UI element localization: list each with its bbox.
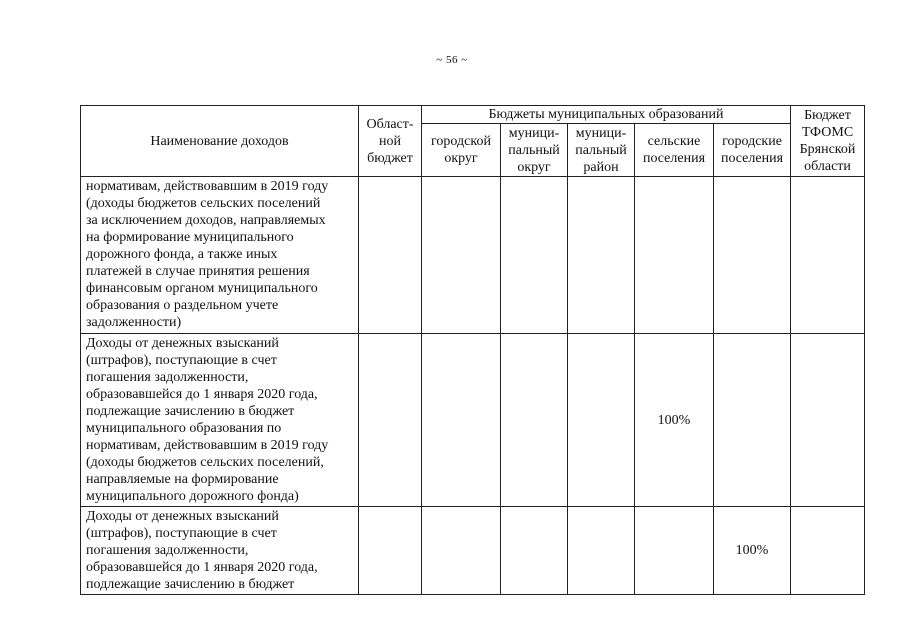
- header-revenue-name: Наименование доходов: [81, 106, 359, 177]
- municipal-area-value-cell: [568, 334, 635, 507]
- urban-value-cell: 100%: [714, 507, 791, 595]
- urban-value-cell: [714, 334, 791, 507]
- rural-value-cell: [635, 177, 714, 334]
- revenue-name-cell: Доходы от денежных взысканий (штрафов), поступающие в счет погашения задолженности, образовавшейся до 1 января 2020 года, подлежащие зачислению в бюджет: [81, 507, 359, 595]
- city-district-value-cell: [422, 507, 501, 595]
- header-regional-budget: Област- ной бюджет: [359, 106, 422, 177]
- revenue-name-cell: нормативам, действовавшим в 2019 году (доходы бюджетов сельских поселений за исключением доходов, направляемых на формирование муниципального дорожного фонда, а также иных платежей в случае принятия решения финансовым органом муниципального образования о раздельном учете задолженности): [81, 177, 359, 334]
- header-tfoms-budget: Бюджет ТФОМС Брянской области: [791, 106, 865, 177]
- header-municipal-district: муници- пальный округ: [501, 124, 568, 177]
- tfoms-value-cell: [791, 334, 865, 507]
- municipal-district-value-cell: [501, 334, 568, 507]
- rural-value-cell: 100%: [635, 334, 714, 507]
- header-municipal-area: муници- пальный район: [568, 124, 635, 177]
- rural-value-cell: [635, 507, 714, 595]
- table-row: [81, 334, 865, 507]
- municipal-district-value-cell: [501, 177, 568, 334]
- table-row: [81, 177, 865, 334]
- city-district-value-cell: [422, 334, 501, 507]
- regional-value-cell: [359, 177, 422, 334]
- header-municipal-budgets: Бюджеты муниципальных образований: [422, 106, 791, 124]
- regional-value-cell: [359, 334, 422, 507]
- city-district-value-cell: [422, 177, 501, 334]
- table-row: [81, 507, 865, 595]
- tfoms-value-cell: [791, 507, 865, 595]
- page-number: ~ 56 ~: [436, 54, 468, 66]
- urban-value-cell: [714, 177, 791, 334]
- header-rural-settlements: сельские поселения: [635, 124, 714, 177]
- municipal-district-value-cell: [501, 507, 568, 595]
- municipal-area-value-cell: [568, 507, 635, 595]
- revenue-distribution-table: [80, 105, 865, 595]
- header-city-district: городской округ: [422, 124, 501, 177]
- regional-value-cell: [359, 507, 422, 595]
- revenue-name-cell: Доходы от денежных взысканий (штрафов), поступающие в счет погашения задолженности, образовавшейся до 1 января 2020 года, подлежащие зачислению в бюджет муниципального образования по нормативам, действовавшим в 2019 году (доходы бюджетов сельских поселений, направляемые на формирование муниципального дорожного фонда): [81, 334, 359, 507]
- municipal-area-value-cell: [568, 177, 635, 334]
- header-urban-settlements: городские поселения: [714, 124, 791, 177]
- tfoms-value-cell: [791, 177, 865, 334]
